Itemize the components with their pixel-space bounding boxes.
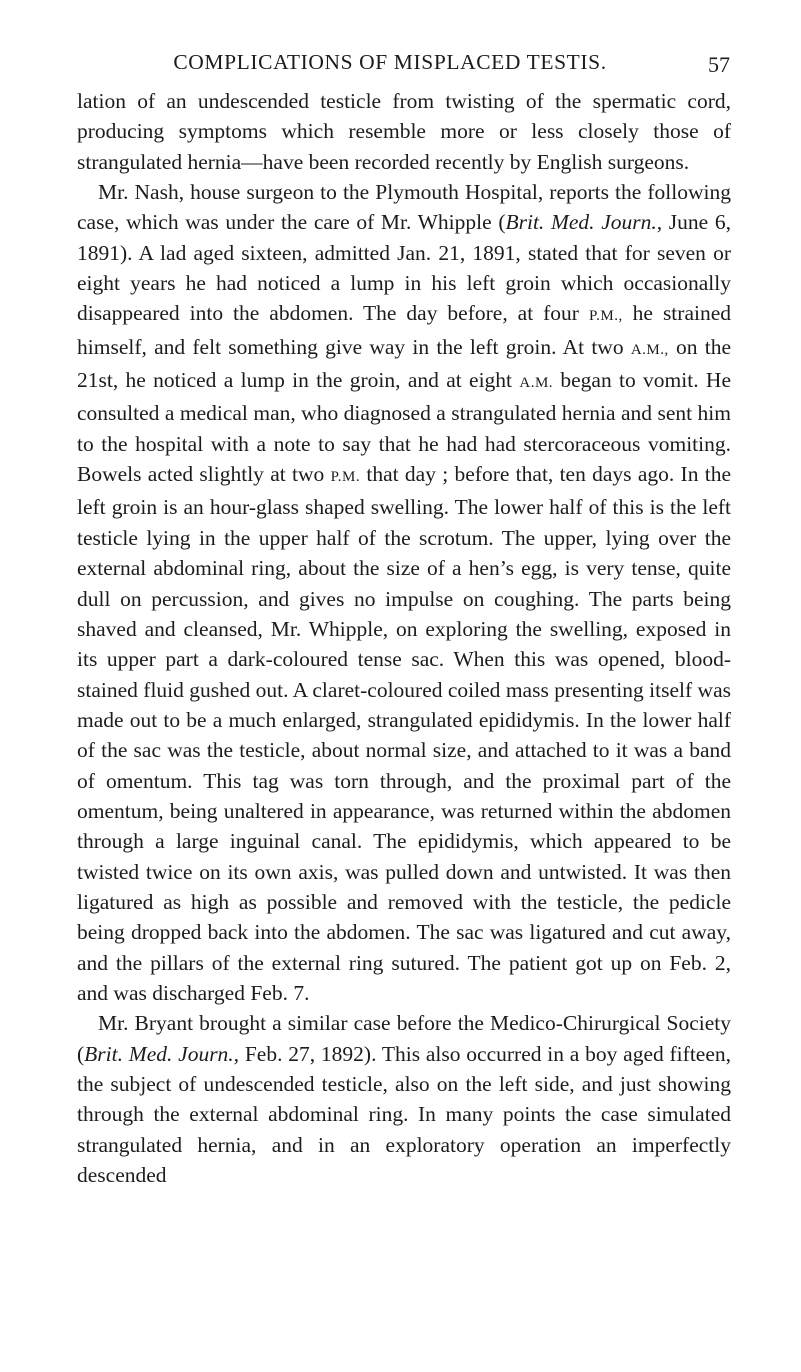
running-title: COMPLICATIONS OF MISPLACED TESTIS. xyxy=(173,50,607,74)
time-abbreviation: A.M. xyxy=(519,375,554,392)
paragraph xyxy=(77,86,731,177)
text-run: on the 21st, he noticed a lump in the groin, and at eight xyxy=(77,334,731,393)
text-run: June 6, 1891). A lad aged sixteen, admitted Jan. 21, 1891, stated that for seven or eight years he had noticed a lump in his left groin which occasionally disappeared into the abdomen. The day before, at four xyxy=(77,210,731,326)
running-head xyxy=(70,50,730,80)
time-abbreviation: A.M., xyxy=(630,341,669,358)
text-run: began to vomit. He consulted a medical man, who diagnosed a strangulated hernia and sent him to the hospital with a note to say that he had had stercoraceous vomiting. Bowels acted slightly at two xyxy=(77,368,731,487)
text-run: Feb. 27, 1892). This also occurred in a boy aged fifteen, the subject of undescended testicle, also on the left side, and just showing through the external abdominal ring. In many points the case simulated strangulated hernia, and in an exploratory operation an imperfectly descended xyxy=(77,1041,732,1188)
time-abbreviation: P.M. xyxy=(330,469,361,486)
body-text xyxy=(77,86,731,1190)
journal-citation: Brit. Med. Journ., xyxy=(505,210,663,235)
time-abbreviation: P.M., xyxy=(588,308,623,325)
page-number: 57 xyxy=(708,52,730,77)
text-run: Mr. Bryant brought a similar case before the Medico-Chirurgical Society ( xyxy=(77,1011,731,1066)
paragraph xyxy=(77,1008,731,1190)
text-run: that day ; before that, ten days ago. In the left groin is an hour-glass shaped swelling. The lower half of this is the left testicle lying in the upper half of the scrotum. The upper, lying over the external abdominal ring, about the size of a hen’s egg, is very tense, quite dull on percussion, and gives no impulse on coughing. The parts being shaved and cleansed, Mr. Whipple, on exploring the swelling, exposed in its upper part a dark-coloured tense sac. When this was opened, blood-stained fluid gushed out. A claret-coloured coiled mass presenting itself was made out to be a much enlarged, strangulated epididymis. In the lower half of the sac was the testicle, about normal size, and attached to it was a band of omentum. This tag was torn through, and the proximal part of the omentum, being unaltered in appearance, was returned within the abdomen through a large inguinal canal. The epididymis, which appeared to be twisted twice on its own axis, was pulled down and untwisted. It was then ligatured as high as possible and removed with the testicle, the pedicle being dropped back into the abdomen. The sac was ligatured and cut away, and the pillars of the external ring sutured. The patient got up on Feb. 2, and was discharged Feb. 7. xyxy=(77,462,731,1005)
text-run: Mr. Nash, house surgeon to the Plymouth Hospital, reports the following case, which was under the care of Mr. Whipple ( xyxy=(77,180,731,235)
paragraph xyxy=(77,177,731,1008)
text-run: lation of an undescended testicle from twisting of the spermatic cord, producing symptoms which resemble more or less closely those of strangulated hernia—have been recorded recently by English surgeons. xyxy=(77,89,731,174)
text-run: he strained himself, and felt something give way in the left groin. At two xyxy=(77,301,731,359)
journal-citation: Brit. Med. Journ., xyxy=(84,1041,240,1066)
